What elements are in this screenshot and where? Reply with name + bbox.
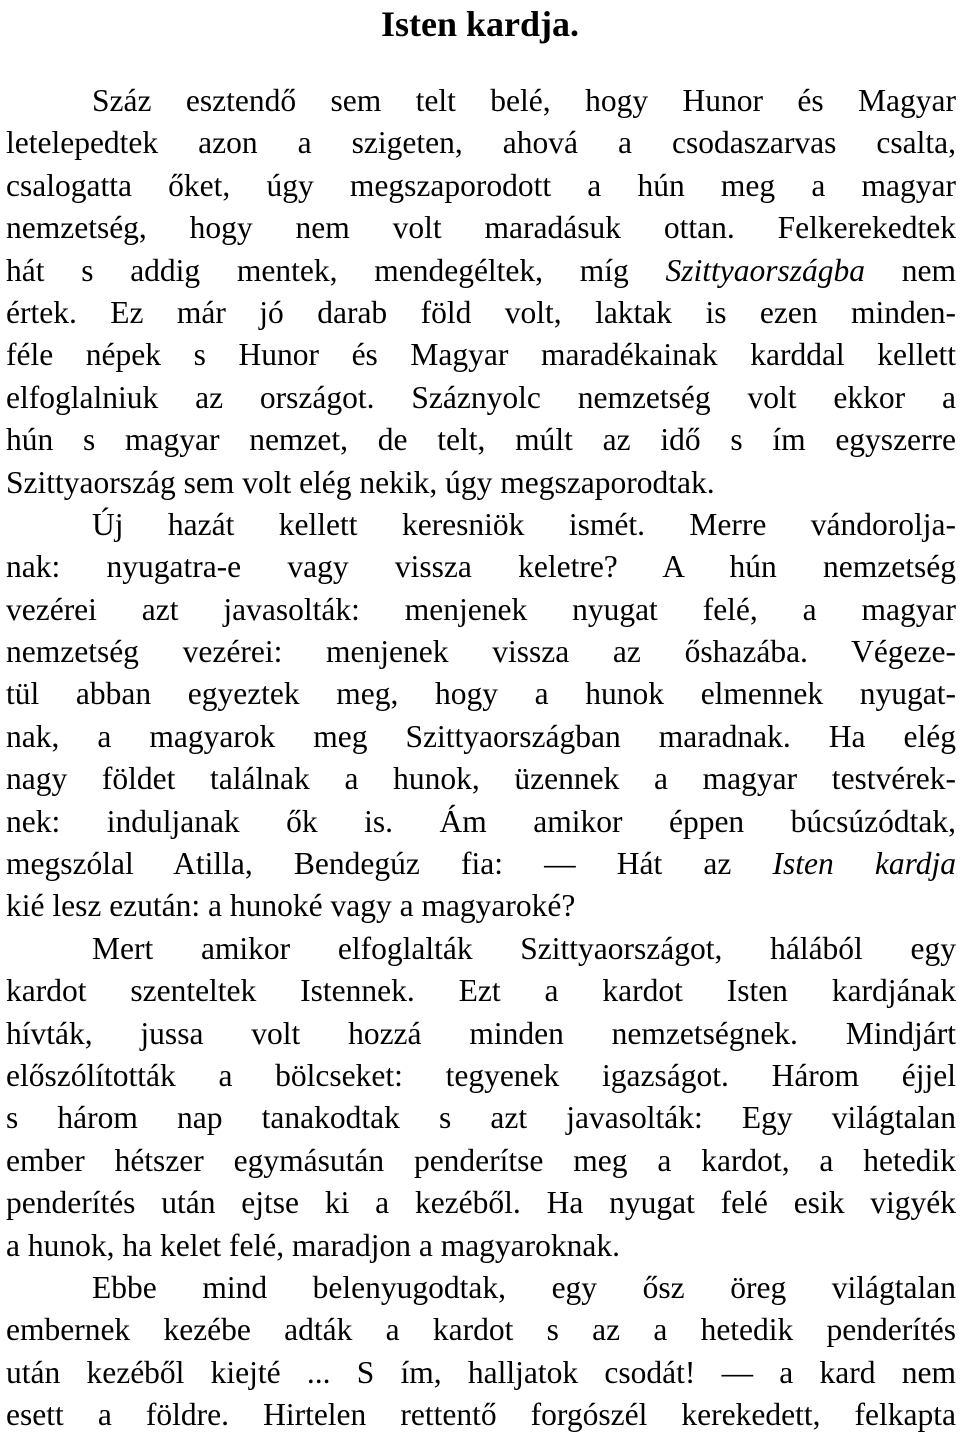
text-line — [6, 207, 956, 249]
text-line — [6, 377, 956, 419]
text-line — [6, 1013, 956, 1055]
text-line — [6, 80, 956, 122]
text-segment: nak: nyugatra-e vagy vissza keletre? A hún nemzetség — [6, 549, 956, 585]
text-segment: kardot szenteltek Istennek. Ezt a kardot Isten kardjának — [6, 973, 956, 1009]
text-segment: nagy földet találnak a hunok, üzennek a magyar testvérek- — [6, 761, 956, 797]
text-segment: a hunok, ha kelet felé, maradjon a magyaroknak. — [6, 1227, 621, 1263]
text-segment: megszólal Atilla, Bendegúz fia: — Hát az — [6, 846, 773, 882]
text-line — [6, 1309, 956, 1351]
text-segment: Mert amikor elfoglalták Szittyaországot, hálából egy — [92, 930, 956, 966]
text-segment: hún s magyar nemzet, de telt, múlt az idő s ím egyszerre — [6, 422, 956, 458]
text-line — [6, 885, 956, 927]
text-line — [6, 546, 956, 588]
text-line — [6, 1140, 956, 1182]
text-line — [6, 716, 956, 758]
text-segment: penderítés után ejtse ki a kezéből. Ha nyugat felé esik vigyék — [6, 1185, 956, 1221]
text-segment: kié lesz ezután: a hunoké vagy a magyaroké? — [6, 888, 576, 924]
text-segment: értek. Ez már jó darab föld volt, laktak is ezen minden- — [6, 294, 956, 330]
text-segment: nek: induljanak ők is. Ám amikor éppen búcsúzódtak, — [6, 803, 956, 839]
text-segment: nemzetség, hogy nem volt maradásuk ottan. Felkerekedtek — [6, 210, 956, 246]
text-segment: Szittyaország sem volt elég nekik, úgy megszaporodtak. — [6, 464, 715, 500]
text-line — [6, 250, 956, 292]
text-line — [6, 758, 956, 800]
italic-text: Szittyaországba — [665, 252, 866, 288]
text-line — [6, 1097, 956, 1139]
text-segment: vezérei azt javasolták: menjenek nyugat felé, a magyar — [6, 591, 956, 627]
text-segment: elfoglalniuk az országot. Száznyolc nemzetség volt ekkor a — [6, 379, 956, 415]
text-line — [6, 334, 956, 376]
text-line — [6, 589, 956, 631]
text-line — [6, 673, 956, 715]
text-line — [6, 1394, 956, 1436]
text-line — [6, 462, 956, 504]
text-segment: ember hétszer egymásután penderítse meg a kardot, a hetedik — [6, 1142, 956, 1178]
italic-text: Isten kardja — [772, 846, 957, 882]
text-line — [6, 1182, 956, 1224]
text-segment: Száz esztendő sem telt belé, hogy Hunor és Magyar — [92, 83, 956, 118]
text-segment: esett a földre. Hirtelen rettentő forgószél kerekedett, felkapta — [6, 1397, 956, 1433]
text-segment: nem — [865, 252, 957, 288]
text-segment: embernek kezébe adták a kardot s az a hetedik penderítés — [6, 1312, 956, 1348]
text-segment: Ebbe mind belenyugodtak, egy ősz öreg világtalan — [92, 1269, 956, 1305]
text-segment: nak, a magyarok meg Szittyaországban maradnak. Ha elég — [6, 718, 956, 754]
text-segment: után kezéből kiejté ... S ím, halljatok csodát! — a kard nem — [6, 1354, 956, 1390]
text-line — [6, 1225, 956, 1267]
text-segment: s három nap tanakodtak s azt javasolták: Egy világtalan — [6, 1100, 956, 1136]
body-text — [6, 80, 956, 1437]
text-line — [6, 631, 956, 673]
text-line — [6, 1267, 956, 1309]
page-title: Isten kardja. — [380, 4, 580, 44]
text-line — [6, 843, 956, 885]
text-segment: letelepedtek azon a szigeten, ahová a csodaszarvas csalta, — [6, 125, 956, 161]
text-segment: Új hazát kellett keresniök ismét. Merre vándorolja- — [92, 506, 956, 542]
text-segment: csalogatta őket, úgy megszaporodott a hún meg a magyar — [6, 167, 956, 203]
text-line — [6, 292, 956, 334]
text-line — [6, 419, 956, 461]
text-line — [6, 801, 956, 843]
text-line — [6, 1055, 956, 1097]
text-line — [6, 928, 956, 970]
text-line — [6, 970, 956, 1012]
text-line — [6, 165, 956, 207]
text-line — [6, 504, 956, 546]
text-segment: előszólították a bölcseket: tegyenek igazságot. Három éjjel — [6, 1057, 956, 1093]
text-segment: tül abban egyeztek meg, hogy a hunok elmennek nyugat- — [6, 676, 956, 712]
text-segment: féle népek s Hunor és Magyar maradékainak karddal kellett — [6, 337, 956, 373]
text-line — [6, 1352, 956, 1394]
text-segment: nemzetség vezérei: menjenek vissza az őshazába. Végeze- — [6, 634, 956, 670]
text-line — [6, 122, 956, 164]
text-segment: hívták, jussa volt hozzá minden nemzetségnek. Mindjárt — [6, 1015, 956, 1051]
text-segment: hát s addig mentek, mendegéltek, míg — [6, 252, 666, 288]
